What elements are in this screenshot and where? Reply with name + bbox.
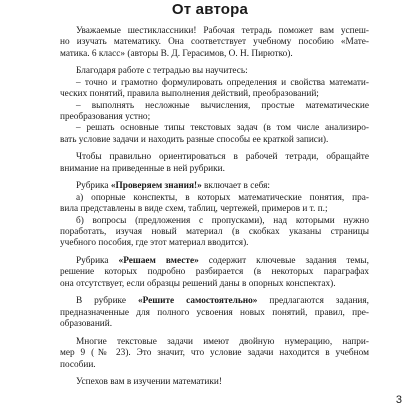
paragraph-closing: [60, 377, 369, 388]
text-line: ческих понятий, правила выполнения действий, преобразований;: [60, 89, 319, 100]
text-line: Уважаемые шестиклассники! Рабочая тетрадь поможет вам успеш-: [76, 26, 369, 36]
list-item-skill: – выполнять несложные вычисления, простые математические: [76, 100, 369, 111]
page-number: 3: [395, 394, 402, 406]
text-line: учебного пособия, где этот материал вводится).: [60, 238, 249, 249]
text-line: она отсутствует, если образцы решений даны в опорных конспектах).: [60, 278, 336, 289]
text-line: вать условие задачи и находить разные способы ее краткой записи).: [60, 134, 329, 145]
rubric-name: «Решаем вместе»: [118, 256, 199, 267]
text-line: Рубрика «Решаем вместе» содержит ключевые задания темы,: [76, 256, 369, 267]
paragraph-rubrics: [60, 152, 369, 175]
text-line: Благодаря работе с тетрадью вы научитесь:: [76, 66, 248, 77]
text-line: Чтобы правильно ориентироваться в рабочей тетради, обращайте: [76, 152, 369, 163]
paragraph-skills: [60, 66, 369, 146]
text-line: решение которых подробно разбирается (в некоторых параграфах: [60, 267, 369, 278]
text-line: образований.: [60, 319, 113, 330]
paragraph-check-knowledge: [60, 181, 369, 249]
text-line: матика. 6 класс» (авторы В. Д. Герасимов, О. Н. Пирютко).: [60, 48, 293, 59]
paragraph-intro: [60, 26, 369, 60]
text-line: Многие текстовые задачи имеют двойную нумерацию, напри-: [76, 336, 369, 347]
paragraph-solve-yourself: [60, 296, 369, 330]
text-line: В рубрике «Решите самостоятельно» предлагаются задания,: [76, 296, 369, 307]
rubric-name: «Проверяем знания!»: [110, 181, 202, 192]
paragraph-solve-together: [60, 256, 369, 290]
text-line: внимание на приведенные в ней рубрики.: [60, 163, 225, 174]
rubric-name: «Решите самостоятельно»: [137, 296, 258, 307]
list-item-rubric: а) опорные конспекты, в которых математические понятия, пра-: [76, 192, 369, 203]
text-line: пособии.: [60, 359, 96, 370]
text-line: но изучать математику. Она соответствует учебному пособию «Мате-: [60, 37, 369, 48]
text-line: Успехов вам в изучении математики!: [76, 377, 222, 388]
page-title: От автора: [171, 1, 249, 18]
text-line: преобразования устно;: [60, 112, 151, 123]
text-line: мер 9 (№ 23). Это значит, что условие задачи находится в учебном: [60, 348, 369, 359]
list-item-rubric: б) вопросы (предложения с пропусками), над которыми нужно: [76, 215, 369, 226]
list-item-skill: – решать основные типы текстовых задач (в том числе анализиро-: [76, 123, 369, 134]
paragraph-numbering: [60, 337, 369, 371]
text-line: Рубрика «Проверяем знания!» включает в себя:: [76, 181, 270, 192]
text-line: предназначенные для полного усвоения новых понятий, правил, пре-: [60, 307, 369, 318]
text-line: поработать, изучая новый материал (в скобках указаны страницы: [60, 227, 369, 238]
document-body: [60, 26, 369, 389]
text-line: вила представлены в виде схем, таблиц, чертежей, примеров и т. п.;: [60, 204, 328, 215]
list-item-skill: – точно и грамотно формулировать определения и свойства математи-: [76, 77, 369, 88]
